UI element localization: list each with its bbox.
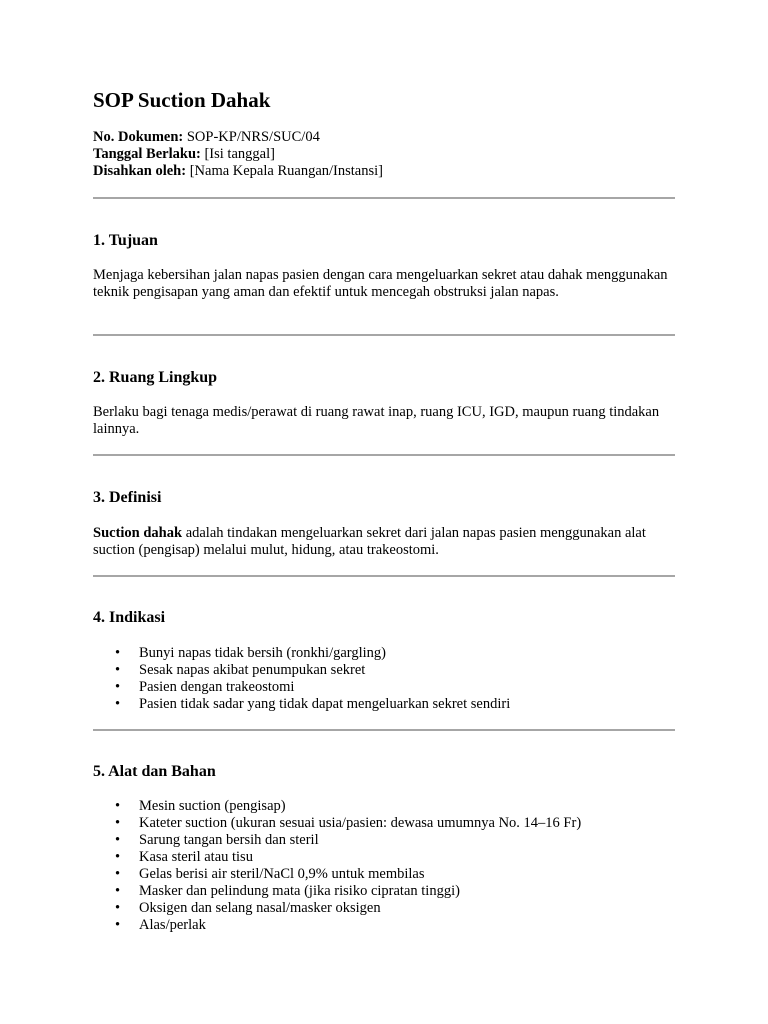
- bullet-icon: •: [115, 849, 121, 865]
- document-meta: [93, 129, 383, 180]
- list-item: [93, 883, 675, 900]
- list-item-text: Sarung tangan bersih dan steril: [139, 832, 319, 848]
- bullet-icon: •: [115, 798, 121, 814]
- list-item: [93, 679, 675, 696]
- list-item-text: Gelas berisi air steril/NaCl 0,9% untuk membilas: [139, 866, 425, 882]
- meta-doc-no: [93, 129, 383, 146]
- list-item: [93, 866, 675, 883]
- list-item: [93, 645, 675, 662]
- list-item: [93, 798, 675, 815]
- list-item-text: Masker dan pelindung mata (jika risiko cipratan tinggi): [139, 883, 460, 899]
- list-item: [93, 900, 675, 917]
- section-heading-alat-bahan: 5. Alat dan Bahan: [93, 763, 216, 780]
- section-heading-definisi: 3. Definisi: [93, 489, 162, 506]
- meta-approved-value: [Nama Kepala Ruangan/Instansi]: [186, 163, 383, 179]
- divider: [93, 197, 675, 199]
- bullet-icon: •: [115, 917, 121, 933]
- bullet-icon: •: [115, 696, 121, 712]
- list-item-text: Alas/perlak: [139, 917, 206, 933]
- bullet-icon: •: [115, 883, 121, 899]
- list-item: [93, 849, 675, 866]
- list-item: [93, 917, 675, 934]
- bullet-icon: •: [115, 645, 121, 661]
- list-item: [93, 662, 675, 679]
- bullet-icon: •: [115, 662, 121, 678]
- section-heading-tujuan: 1. Tujuan: [93, 232, 158, 249]
- list-item-text: Oksigen dan selang nasal/masker oksigen: [139, 900, 381, 916]
- section-text-tujuan: Menjaga kebersihan jalan napas pasien dengan cara mengeluarkan sekret atau dahak menggunakan teknik pengisapan yang aman dan efektif untuk mencegah obstruksi jalan napas.: [93, 267, 668, 300]
- meta-date-label: Tanggal Berlaku:: [93, 146, 201, 162]
- divider: [93, 334, 675, 336]
- bullet-icon: •: [115, 815, 121, 831]
- list-item: [93, 696, 675, 713]
- definisi-text: adalah tindakan mengeluarkan sekret dari jalan napas pasien menggunakan alat suction (pengisap) melalui mulut, hidung, atau trakeostomi.: [93, 525, 646, 558]
- list-item: [93, 832, 675, 849]
- meta-approved: [93, 163, 383, 180]
- bullet-icon: •: [115, 832, 121, 848]
- section-text-definisi: [93, 525, 675, 559]
- section-heading-ruang-lingkup: 2. Ruang Lingkup: [93, 369, 218, 386]
- list-item-text: Pasien tidak sadar yang tidak dapat mengeluarkan sekret sendiri: [139, 696, 511, 712]
- list-item: [93, 815, 675, 832]
- meta-date: [93, 146, 383, 163]
- list-item-text: Bunyi napas tidak bersih (ronkhi/gargling): [139, 645, 386, 661]
- meta-date-value: [Isi tanggal]: [200, 146, 275, 162]
- meta-approved-label: Disahkan oleh:: [93, 163, 187, 179]
- list-item-text: Kasa steril atau tisu: [139, 849, 253, 865]
- list-item-text: Sesak napas akibat penumpukan sekret: [139, 662, 366, 678]
- section-text-ruang-lingkup: Berlaku bagi tenaga medis/perawat di ruang rawat inap, ruang ICU, IGD, maupun ruang tindakan lainnya.: [93, 404, 660, 437]
- list-item-text: Mesin suction (pengisap): [139, 798, 286, 814]
- bullet-icon: •: [115, 900, 121, 916]
- list-item-text: Kateter suction (ukuran sesuai usia/pasien: dewasa umumnya No. 14–16 Fr): [139, 815, 582, 831]
- meta-doc-no-label: No. Dokumen:: [93, 129, 184, 145]
- definisi-term: Suction dahak: [93, 525, 183, 541]
- divider: [93, 454, 675, 456]
- list-item-text: Pasien dengan trakeostomi: [139, 679, 295, 695]
- section-heading-indikasi: 4. Indikasi: [93, 609, 166, 626]
- bullet-icon: •: [115, 679, 121, 695]
- indikasi-list: [93, 645, 675, 713]
- divider: [93, 575, 675, 577]
- alat-bahan-list: [93, 798, 675, 934]
- document-title: SOP Suction Dahak: [93, 88, 271, 112]
- meta-doc-no-value: SOP-KP/NRS/SUC/04: [183, 129, 320, 145]
- bullet-icon: •: [115, 866, 121, 882]
- divider: [93, 729, 675, 731]
